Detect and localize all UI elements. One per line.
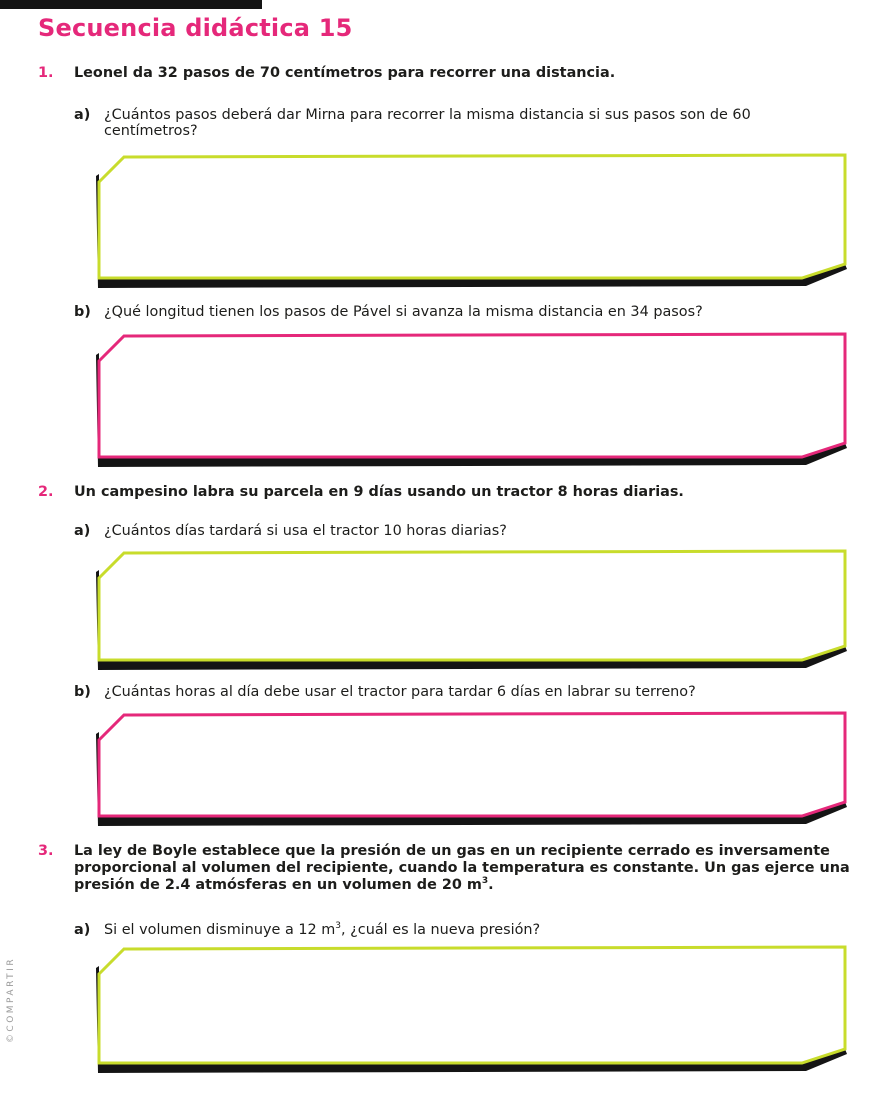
- answer-box-frame: [99, 551, 845, 660]
- question-text: Leonel da 32 pasos de 70 centímetros para recorrer una distancia.: [74, 65, 616, 81]
- item-label: b): [74, 304, 91, 320]
- item-text: ¿Cuántas horas al día debe usar el tractor para tardar 6 días en labrar su terreno?: [104, 684, 696, 700]
- item-text: ¿Cuántos pasos deberá dar Mirna para recorrer la misma distancia si sus pasos son de 60 centímetros?: [104, 107, 756, 139]
- item-text: ¿Cuántos días tardará si usa el tractor 10 horas diarias?: [104, 523, 507, 539]
- question-text: Un campesino labra su parcela en 9 días usando un tractor 8 horas diarias.: [74, 484, 684, 500]
- question-text-line-2: proporcional al volumen del recipiente, cuando la temperatura es constante. Un gas ejerce una: [74, 860, 850, 876]
- answer-box-1b[interactable]: [96, 333, 848, 465]
- answer-box-frame: [99, 155, 845, 278]
- top-decorative-bar: [0, 0, 262, 9]
- item-label: b): [74, 684, 91, 700]
- item-text-end: , ¿cuál es la nueva presión?: [341, 922, 541, 938]
- question-text: [74, 843, 870, 894]
- answer-box-2a[interactable]: [96, 550, 848, 668]
- page-title: Secuencia didáctica 15: [38, 14, 353, 42]
- answer-box-graphic: [96, 550, 848, 668]
- copyright-label: ©COMPARTIR: [6, 956, 16, 1044]
- item-text: ¿Qué longitud tienen los pasos de Pável si avanza la misma distancia en 34 pasos?: [104, 304, 703, 320]
- copyright-side-text: [3, 945, 19, 1055]
- answer-box-graphic: [96, 712, 848, 824]
- answer-box-2b[interactable]: [96, 712, 848, 824]
- item-label: a): [74, 107, 91, 123]
- question-text-line-3: presión de 2.4 atmósferas en un volumen de 20 m: [74, 877, 482, 893]
- superscript: 3: [335, 921, 342, 931]
- answer-box-frame: [99, 713, 845, 816]
- question-text-line-1: La ley de Boyle establece que la presión de un gas en un recipiente cerrado es inversamente: [74, 843, 830, 859]
- item-text-start: Si el volumen disminuye a 12 m: [104, 922, 336, 938]
- answer-box-1a[interactable]: [96, 154, 848, 286]
- question-number: 3.: [38, 843, 54, 859]
- answer-box-graphic: [96, 333, 848, 465]
- answer-box-frame: [99, 334, 845, 457]
- item-label: a): [74, 523, 91, 539]
- question-text-line-3-end: .: [488, 877, 494, 893]
- item-text: [104, 922, 844, 938]
- item-label: a): [74, 922, 91, 938]
- answer-box-graphic: [96, 946, 848, 1071]
- superscript: 3: [481, 876, 489, 886]
- answer-box-3a[interactable]: [96, 946, 848, 1071]
- answer-box-graphic: [96, 154, 848, 286]
- question-number: 1.: [38, 65, 54, 81]
- question-number: 2.: [38, 484, 54, 500]
- answer-box-frame: [99, 947, 845, 1063]
